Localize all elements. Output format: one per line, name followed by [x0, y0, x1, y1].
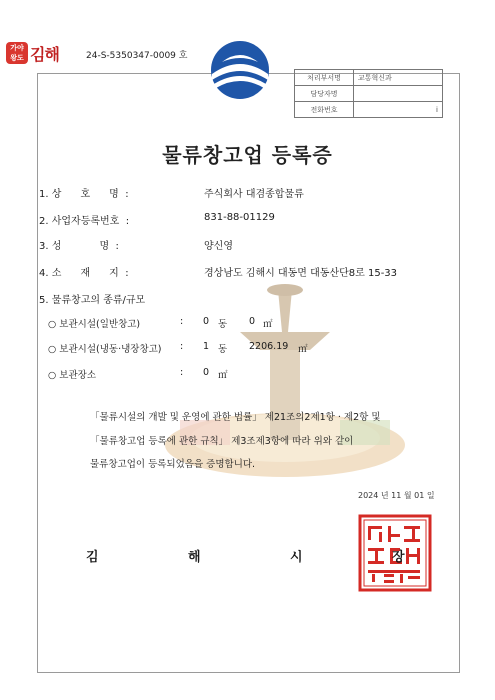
storage-area-unit: ㎡	[298, 344, 308, 355]
storage-label: ○ 보관시설(일반창고)	[48, 319, 141, 330]
section-heading: 5. 물류창고의 종류/규모	[39, 295, 146, 306]
approval-value: i	[354, 102, 443, 118]
storage-label: ○ 보관시설(냉동·냉장창고)	[48, 344, 162, 355]
field-value: 주식회사 대겸종합물류	[204, 189, 304, 200]
statement-line: 물류창고업이 등록되었음을 증명합니다.	[90, 459, 256, 470]
field-value: 경상남도 김해시 대동면 대동산단8로 15-33	[204, 268, 398, 279]
storage-area: 0	[203, 367, 210, 378]
issuer-char: 장	[392, 550, 405, 565]
issuer-char: 해	[188, 550, 201, 565]
field-value: 831-88-01129	[204, 212, 275, 223]
storage-area: 0	[249, 316, 256, 327]
statement-line: 「물류창고업 등록에 관한 규칙」 제3조제3항에 따라 위와 같이	[90, 436, 354, 447]
issuer-char: 시	[290, 550, 303, 565]
storage-count: 1	[203, 341, 210, 352]
field-label: 1. 상 호 명 :	[39, 189, 129, 200]
approval-value: 교통혁신과	[354, 70, 443, 86]
approval-value	[354, 86, 443, 102]
city-emblem-icon	[204, 40, 276, 102]
approval-label: 전화번호	[295, 102, 354, 118]
field-label: 2. 사업자등록번호 :	[39, 216, 130, 227]
storage-count-unit: 동	[218, 319, 228, 330]
issue-date: 2024 년 11 월 01 일	[358, 491, 435, 500]
approval-label: 처리부서명	[295, 70, 354, 86]
storage-count: 0	[203, 316, 210, 327]
approval-row	[295, 102, 443, 118]
field-label: 3. 성 명 :	[39, 241, 119, 252]
storage-sep: :	[180, 316, 184, 327]
logo-badge: 가야 왕도	[6, 42, 28, 64]
storage-area-unit: ㎡	[263, 319, 273, 330]
logo-text: 김해	[30, 44, 59, 64]
approval-row	[295, 70, 443, 86]
tower-watermark-image	[160, 270, 410, 480]
certificate-title: 물류창고업 등록증	[162, 143, 333, 167]
storage-sep: :	[180, 367, 184, 378]
field-value: 양신영	[204, 241, 233, 252]
field-label: 4. 소 재 지 :	[39, 268, 129, 279]
storage-label: ○ 보관장소	[48, 370, 97, 381]
document-number: 24-S-5350347-0009 호	[86, 51, 188, 61]
approval-row	[295, 86, 443, 102]
storage-count-unit: 동	[218, 344, 228, 355]
storage-area: 2206.19	[249, 341, 289, 352]
approval-table	[294, 69, 443, 118]
storage-sep: :	[180, 341, 184, 352]
issuer-char: 김	[86, 550, 99, 565]
gimhae-logo	[6, 41, 59, 65]
storage-area-unit: ㎡	[218, 370, 228, 381]
approval-label: 담당자명	[295, 86, 354, 102]
statement-line: 「물류시설의 개발 및 운영에 관한 법률」 제21조의2제1항 · 제2항 및	[90, 412, 381, 423]
